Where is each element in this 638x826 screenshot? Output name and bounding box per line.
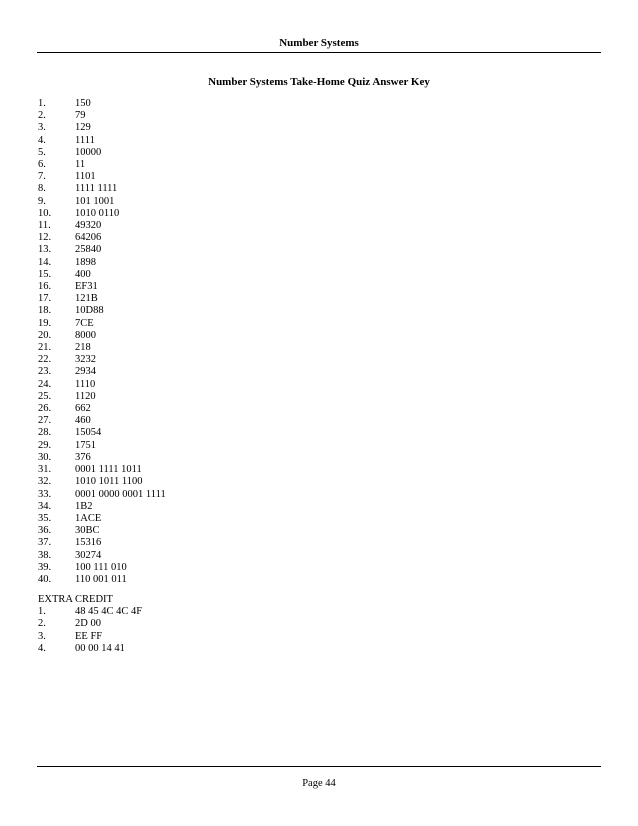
item-number: 35.	[38, 512, 52, 524]
item-number: 21.	[38, 342, 52, 354]
item-number: 20.	[38, 329, 52, 341]
item-answer: 0001 0000 0001 1111	[75, 488, 166, 500]
item-number: 27.	[38, 415, 52, 427]
item-number: 16.	[38, 281, 52, 293]
item-answer: 00 00 14 41	[75, 642, 125, 654]
list-item	[38, 525, 578, 537]
footer-rule	[37, 766, 601, 767]
list-item	[38, 501, 578, 513]
item-number: 19.	[38, 317, 52, 329]
list-item	[38, 196, 578, 208]
list-item	[38, 452, 578, 464]
item-number: 36.	[38, 525, 52, 537]
item-answer: 3232	[75, 354, 96, 366]
item-number: 1.	[38, 606, 46, 618]
list-item	[38, 379, 578, 391]
item-answer: 1110	[75, 378, 96, 390]
item-number: 37.	[38, 537, 52, 549]
list-item	[38, 427, 578, 439]
item-number: 38.	[38, 549, 52, 561]
item-number: 29.	[38, 439, 52, 451]
item-answer: 121B	[75, 293, 98, 305]
item-number: 12.	[38, 232, 52, 244]
list-item	[38, 171, 578, 183]
list-item	[38, 183, 578, 195]
item-answer: 64206	[75, 232, 102, 244]
list-item	[38, 208, 578, 220]
item-number: 24.	[38, 378, 52, 390]
item-number: 2.	[38, 618, 46, 630]
item-answer: 10000	[75, 146, 102, 158]
item-answer: 100 111 010	[75, 561, 127, 573]
item-number: 31.	[38, 464, 52, 476]
list-item	[38, 135, 578, 147]
item-number: 3.	[38, 630, 46, 642]
list-item	[38, 631, 578, 643]
item-answer: 1111	[75, 134, 95, 146]
item-answer: EE FF	[75, 630, 103, 642]
item-number: 9.	[38, 195, 46, 207]
list-item	[38, 440, 578, 452]
item-answer: 150	[75, 98, 91, 109]
item-answer: 1B2	[75, 500, 93, 512]
page-number: Page 44	[302, 778, 336, 789]
list-item	[38, 330, 578, 342]
item-number: 40.	[38, 573, 52, 585]
item-number: 4.	[38, 134, 46, 146]
item-number: 32.	[38, 476, 52, 488]
extra-credit-section	[38, 594, 578, 655]
running-header: Number Systems	[279, 37, 359, 49]
list-item	[38, 147, 578, 159]
item-number: 33.	[38, 488, 52, 500]
list-item	[38, 98, 578, 110]
extra-credit-list	[38, 606, 578, 655]
item-answer: 10D88	[75, 305, 104, 317]
item-answer: 1751	[75, 439, 96, 451]
header-rule	[37, 52, 601, 53]
item-answer: 1101	[75, 171, 96, 183]
item-answer: 129	[75, 122, 91, 134]
item-answer: 662	[75, 403, 91, 415]
item-number: 25.	[38, 390, 52, 402]
item-number: 15.	[38, 268, 52, 280]
item-answer: 1010 0110	[75, 207, 120, 219]
item-number: 2.	[38, 110, 46, 122]
item-number: 11.	[38, 220, 51, 232]
item-answer: 2D 00	[75, 618, 101, 630]
item-number: 7.	[38, 171, 46, 183]
item-answer: 1ACE	[75, 512, 102, 524]
list-item	[38, 281, 578, 293]
list-item	[38, 643, 578, 655]
item-answer: 49320	[75, 220, 102, 232]
item-number: 3.	[38, 122, 46, 134]
item-number: 17.	[38, 293, 52, 305]
item-number: 28.	[38, 427, 52, 439]
item-number: 14.	[38, 256, 52, 268]
item-number: 23.	[38, 366, 52, 378]
list-item	[38, 220, 578, 232]
item-answer: EF31	[75, 281, 98, 293]
item-number: 18.	[38, 305, 52, 317]
list-item	[38, 415, 578, 427]
list-item	[38, 122, 578, 134]
item-number: 26.	[38, 403, 52, 415]
list-item	[38, 110, 578, 122]
item-answer: 1120	[75, 390, 96, 402]
item-answer: 376	[75, 451, 91, 463]
item-answer: 110 001 011	[75, 573, 127, 585]
item-number: 22.	[38, 354, 52, 366]
item-number: 5.	[38, 146, 46, 158]
list-item	[38, 342, 578, 354]
list-item	[38, 403, 578, 415]
item-answer: 400	[75, 268, 91, 280]
list-item	[38, 354, 578, 366]
item-answer: 1898	[75, 256, 96, 268]
answer-list	[38, 98, 578, 586]
item-number: 4.	[38, 642, 46, 654]
item-answer: 30BC	[75, 525, 100, 537]
item-number: 6.	[38, 159, 46, 171]
item-number: 30.	[38, 451, 52, 463]
list-item	[38, 293, 578, 305]
extra-credit-heading: EXTRA CREDIT	[38, 594, 113, 605]
item-answer: 30274	[75, 549, 102, 561]
list-item	[38, 244, 578, 256]
item-answer: 2934	[75, 366, 96, 378]
item-answer: 101 1001	[75, 195, 115, 207]
item-answer: 8000	[75, 329, 96, 341]
item-answer: 79	[75, 110, 86, 122]
list-item	[38, 391, 578, 403]
item-answer: 1010 1011 1100	[75, 476, 143, 488]
item-answer: 218	[75, 342, 91, 354]
list-item	[38, 232, 578, 244]
list-item	[38, 366, 578, 378]
item-answer: 15316	[75, 537, 102, 549]
list-item	[38, 513, 578, 525]
item-answer: 25840	[75, 244, 102, 256]
item-answer: 0001 1111 1011	[75, 464, 142, 476]
list-item	[38, 562, 578, 574]
item-number: 34.	[38, 500, 52, 512]
item-answer: 11	[75, 159, 86, 171]
list-item	[38, 537, 578, 549]
item-number: 1.	[38, 98, 46, 109]
item-answer: 48 45 4C 4C 4F	[75, 606, 143, 618]
item-answer: 7CE	[75, 317, 94, 329]
list-item	[38, 574, 578, 586]
document-title: Number Systems Take-Home Quiz Answer Key	[208, 76, 430, 88]
item-number: 8.	[38, 183, 46, 195]
list-item	[38, 159, 578, 171]
list-item	[38, 318, 578, 330]
item-number: 10.	[38, 207, 52, 219]
list-item	[38, 257, 578, 269]
item-answer: 15054	[75, 427, 102, 439]
list-item	[38, 464, 578, 476]
list-item	[38, 606, 578, 618]
list-item	[38, 489, 578, 501]
list-item	[38, 305, 578, 317]
item-number: 13.	[38, 244, 52, 256]
item-number: 39.	[38, 561, 52, 573]
list-item	[38, 476, 578, 488]
list-item	[38, 269, 578, 281]
item-answer: 460	[75, 415, 91, 427]
list-item	[38, 550, 578, 562]
list-item	[38, 618, 578, 630]
item-answer: 1111 1111	[75, 183, 118, 195]
